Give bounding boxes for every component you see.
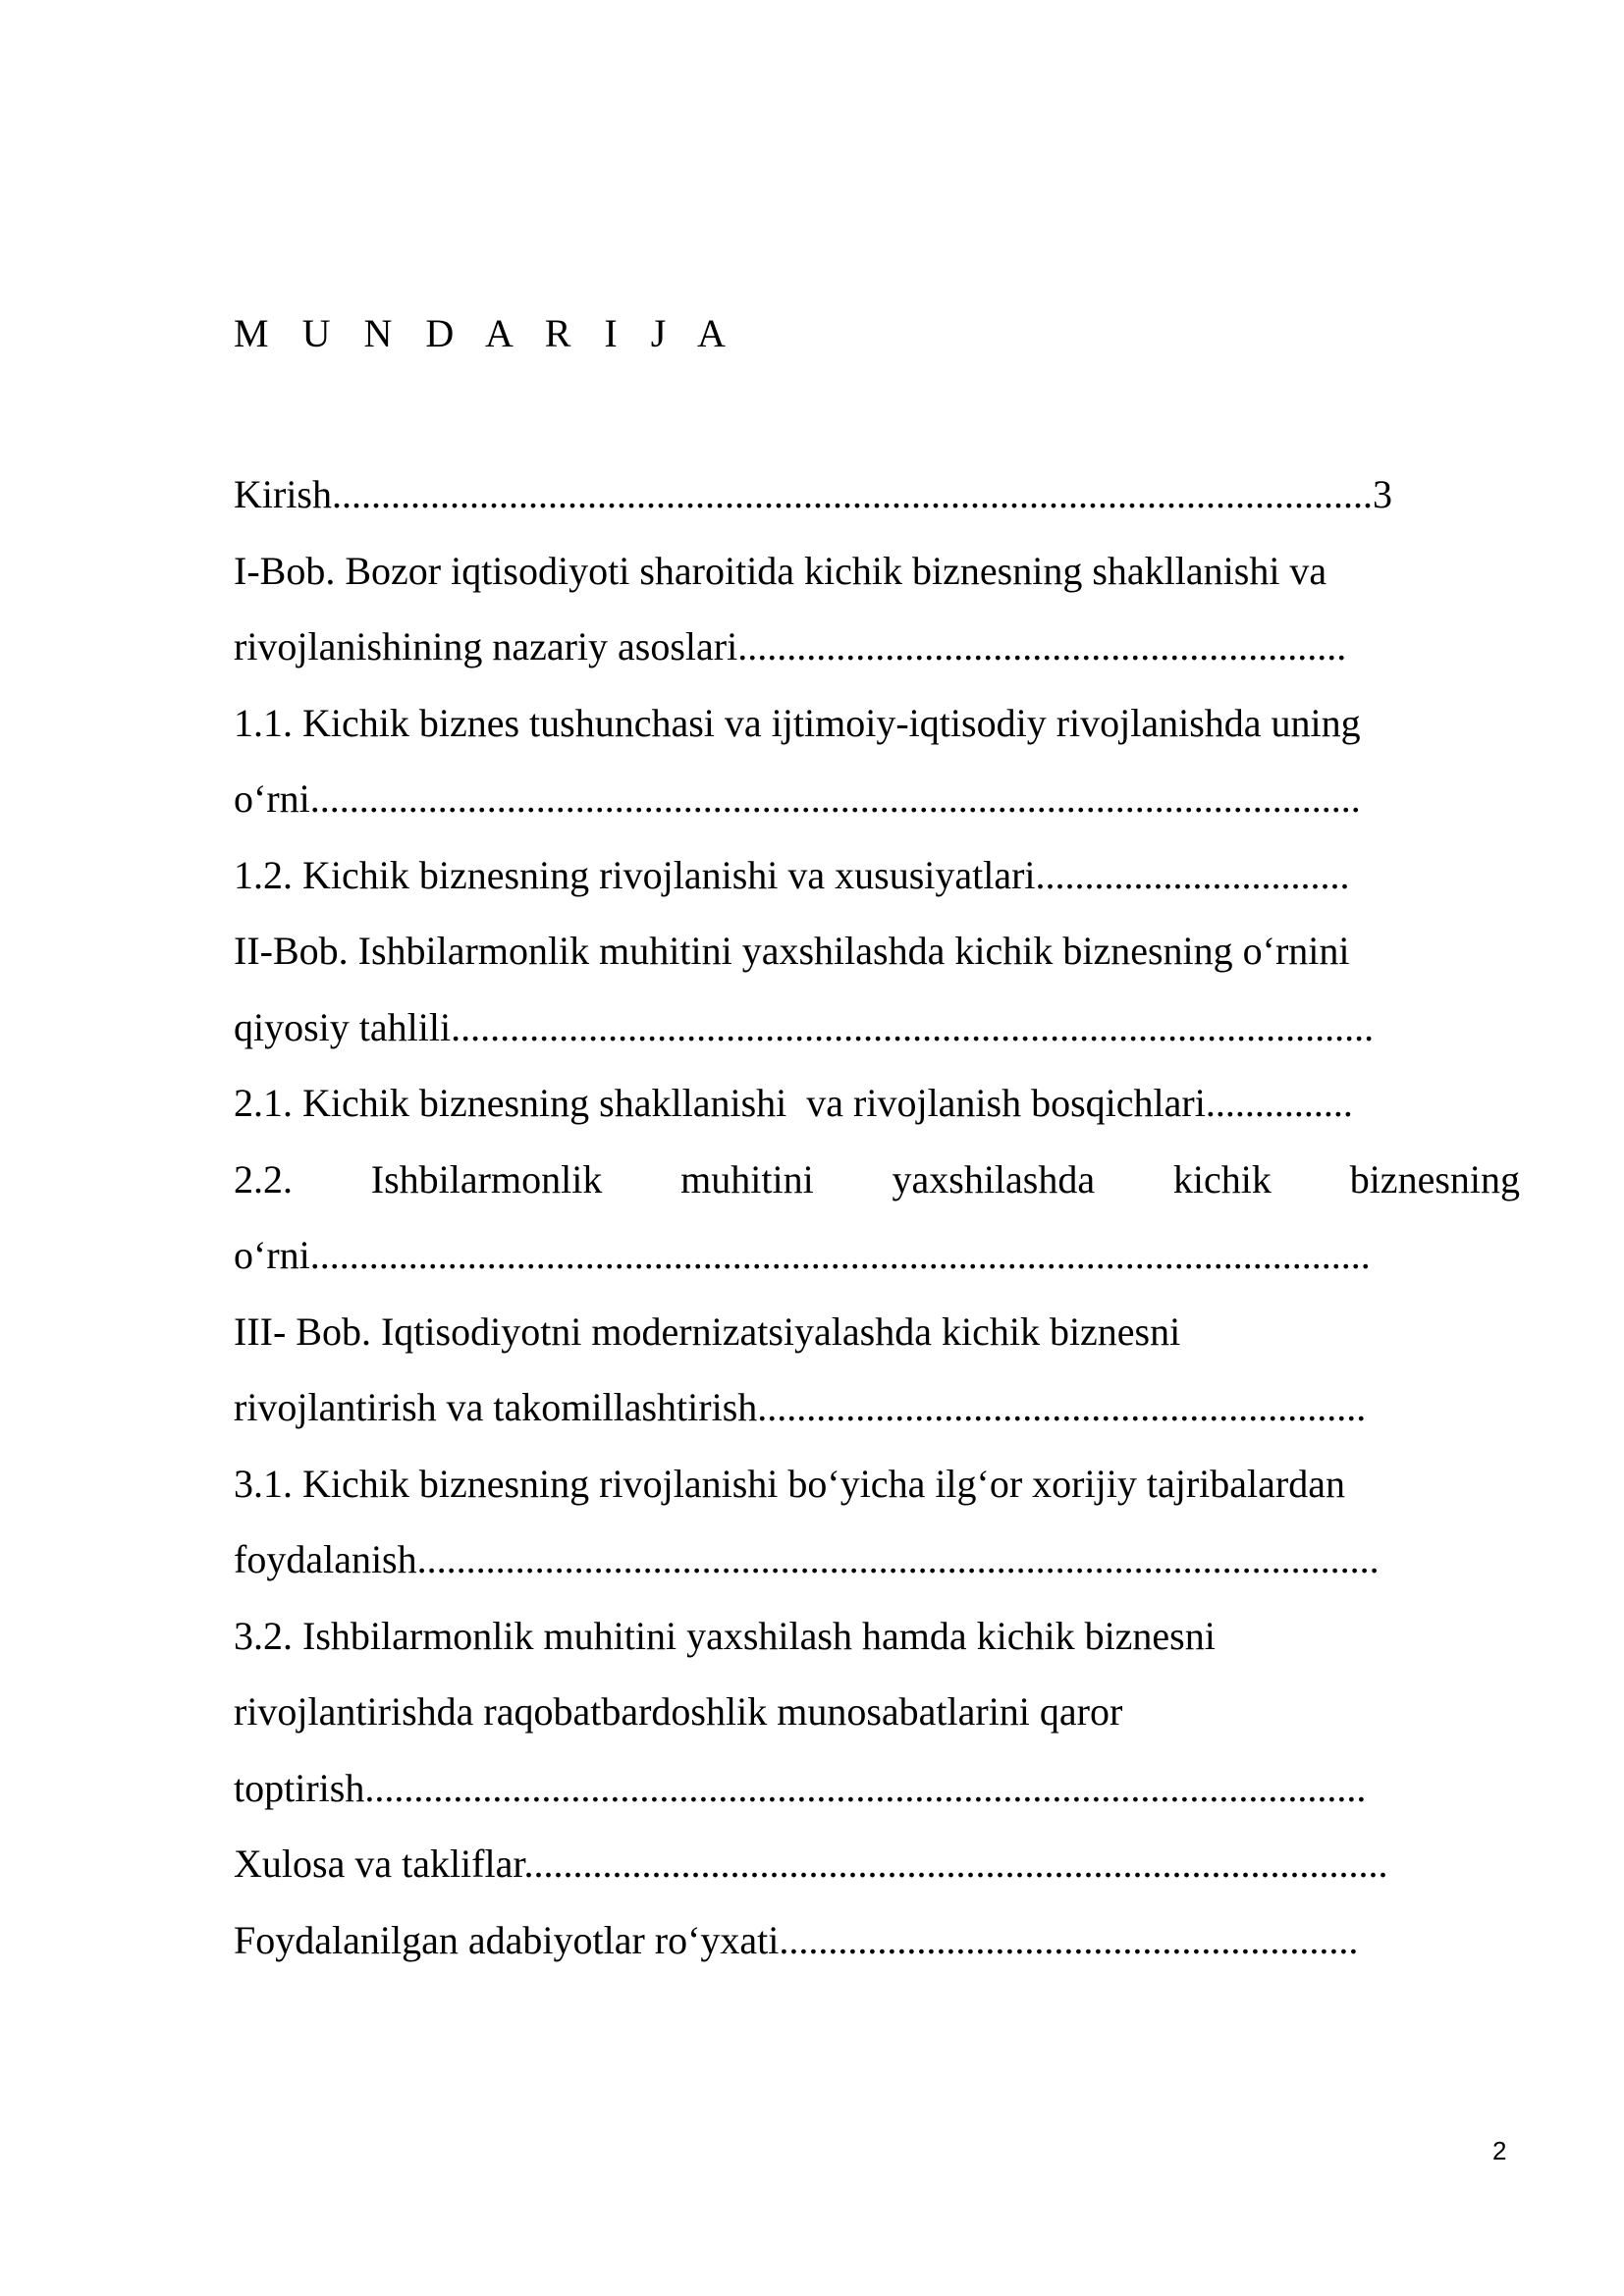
toc-entry-section-2-2: 2.2. Ishbilarmonlik muhitini yaxshilashda kichik biznesning xyxy=(234,1156,1520,1201)
toc-entry-section-1-1-cont: o‘rni........................................................................................................... xyxy=(234,776,1361,821)
toc-entry-chapter-1-title: I-Bob. Bozor iqtisodiyoti sharoitida kichik biznesning shakllanishi va xyxy=(234,548,1327,593)
toc-entry-section-2-2-cont: o‘rni............................................................................................................ xyxy=(234,1233,1371,1277)
toc-entry-section-3-1: 3.1. Kichik biznesning rivojlanishi bo‘yicha ilg‘or xorijiy tajribalardan xyxy=(234,1461,1345,1506)
contents-heading: M U N D A R I J A xyxy=(234,311,737,355)
page-number: 2 xyxy=(1492,2136,1507,2165)
toc-entry-section-3-2-cont: rivojlantirishda raqobatbardoshlik munosabatlarini qaror xyxy=(234,1689,1123,1734)
toc-entry-section-1-2: 1.2. Kichik biznesning rivojlanishi va xususiyatlari................................ xyxy=(234,852,1350,897)
toc-entry-chapter-2-title: II-Bob. Ishbilarmonlik muhitini yaxshilashda kichik biznesning o‘rnini xyxy=(234,929,1350,973)
toc-entry-chapter-2-title-cont: qiyosiy tahlili.............................................................................................. xyxy=(234,1004,1375,1049)
toc-entry-section-3-2-cont-2: toptirish...................................................................................................... xyxy=(234,1765,1367,1810)
toc-entry-chapter-1-title-cont: rivojlanishining nazariy asoslari.............................................................. xyxy=(234,624,1347,668)
toc-entry-section-2-1: 2.1. Kichik biznesning shakllanishi va rivojlanish bosqichlari............... xyxy=(234,1081,1353,1125)
toc-entry-section-3-2: 3.2. Ishbilarmonlik muhitini yaxshilash hamda kichik biznesni xyxy=(234,1613,1216,1658)
toc-entry-bibliography: Foydalanilgan adabiyotlar ro‘yxati........................................................... xyxy=(234,1917,1359,1962)
table-of-contents xyxy=(234,456,1520,1978)
toc-entry-chapter-3-title-cont: rivojlantirish va takomillashtirish.............................................................. xyxy=(234,1385,1367,1429)
toc-entry-section-1-1: 1.1. Kichik biznes tushunchasi va ijtimoiy-iqtisodiy rivojlanishda uning xyxy=(234,700,1361,745)
toc-entry-kirish: Kirish..........................................................................................................3 xyxy=(234,472,1392,516)
toc-entry-chapter-3-title: III- Bob. Iqtisodiyotni modernizatsiyalashda kichik biznesni xyxy=(234,1308,1181,1354)
toc-entry-section-3-1-cont: foydalanish.................................................................................................. xyxy=(234,1537,1380,1581)
toc-entry-conclusion: Xulosa va takliflar........................................................................................ xyxy=(234,1842,1388,1886)
